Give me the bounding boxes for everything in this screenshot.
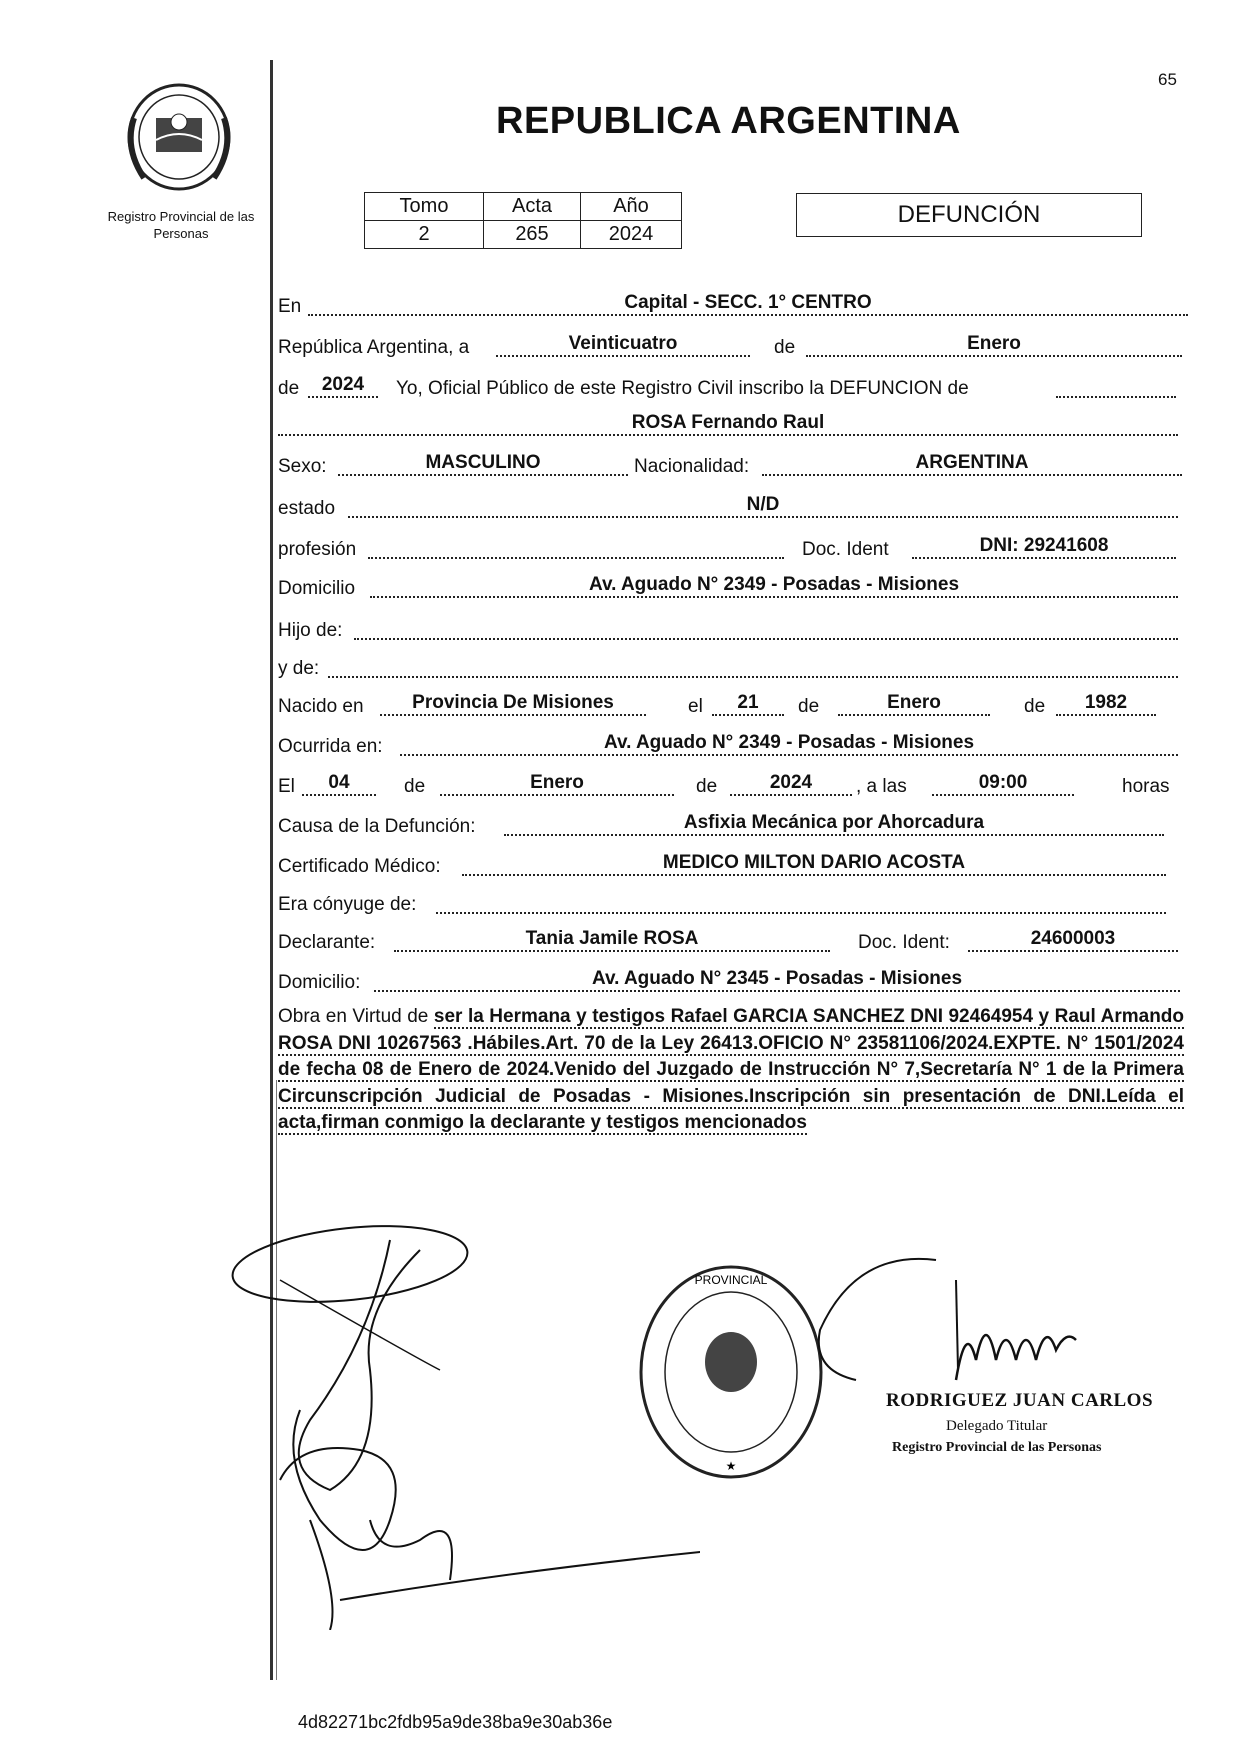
decl-doc-value: 24600003 xyxy=(968,928,1178,952)
svg-text:PROVINCIAL: PROVINCIAL xyxy=(694,1273,768,1287)
deceased-name: ROSA Fernando Raul xyxy=(278,412,1178,436)
estado-label: estado xyxy=(278,498,336,519)
profesion-label: profesión xyxy=(278,539,357,560)
month-value: Enero xyxy=(806,333,1182,357)
row-sexo xyxy=(278,452,1178,482)
y-de-label: y de: xyxy=(278,658,320,679)
official-stamp-icon xyxy=(636,1262,826,1482)
hijo-de-label: Hijo de: xyxy=(278,620,343,641)
document-hash: 4d82271bc2fdb95a9de38ba9e30ab36e xyxy=(298,1712,613,1732)
birth-month-value: Enero xyxy=(838,692,990,716)
conyuge-value xyxy=(436,890,1166,914)
y-de-value xyxy=(328,654,1178,678)
registry-name: Registro Provincial de las Personas xyxy=(107,209,255,241)
de-label-2: de xyxy=(278,378,300,399)
day-value: Veinticuatro xyxy=(496,333,750,357)
doc-ident-value: DNI: 29241608 xyxy=(912,535,1176,559)
svg-text:★: ★ xyxy=(725,1459,737,1473)
de-label-3: de xyxy=(798,696,820,717)
birth-day-value: 21 xyxy=(712,692,784,716)
row-date xyxy=(278,333,1178,363)
row-ocurrida xyxy=(278,732,1178,762)
row-certificado xyxy=(278,852,1178,882)
conyuge-label: Era cónyuge de: xyxy=(278,894,417,915)
acta-header: Acta xyxy=(484,193,581,221)
reference-table xyxy=(364,192,682,249)
decl-domicilio-label: Domicilio: xyxy=(278,972,361,993)
ocurrida-label: Ocurrida en: xyxy=(278,736,383,757)
de-label-6: de xyxy=(696,776,718,797)
republica-label: República Argentina, a xyxy=(278,337,470,358)
tomo-value: 2 xyxy=(365,221,484,249)
death-month-value: Enero xyxy=(440,772,674,796)
en-label: En xyxy=(278,296,302,317)
domicilio-label: Domicilio xyxy=(278,578,356,599)
row-domicilio xyxy=(278,574,1178,604)
obra-label: Obra en Virtud de xyxy=(278,1006,429,1027)
row-decl-domicilio xyxy=(278,968,1178,998)
anio-value: 2024 xyxy=(581,221,682,249)
certificado-label: Certificado Médico: xyxy=(278,856,441,877)
row-declarante xyxy=(278,928,1178,958)
tomo-header: Tomo xyxy=(365,193,484,221)
decl-domicilio-value: Av. Aguado N° 2345 - Posadas - Misiones xyxy=(374,968,1180,992)
row-death-date xyxy=(278,772,1178,802)
official-office: Registro Provincial de las Personas xyxy=(892,1440,1102,1455)
profesion-value xyxy=(368,535,784,559)
year-value: 2024 xyxy=(308,374,378,398)
declarante-label: Declarante: xyxy=(278,932,376,953)
row-causa xyxy=(278,812,1178,842)
el-label: el xyxy=(688,696,703,717)
a-las-label: , a las xyxy=(856,776,907,797)
de-label-4: de xyxy=(1024,696,1046,717)
estado-value: N/D xyxy=(348,494,1178,518)
horas-label: horas xyxy=(1122,776,1170,797)
de-label-5: de xyxy=(404,776,426,797)
nacionalidad-label: Nacionalidad: xyxy=(634,456,750,477)
obra-text: ser la Hermana y testigos Rafael GARCIA SANCHEZ DNI 92464954 y Raul Armando ROSA DNI 10267563 .Hábiles.Art. 70 de la Ley 26413.OFICIO N° 23581106/2024.EXPTE. N° 1501/2024 de fecha 08 de Enero de 2024.Venido del Juzgado de Instrucción N° 7,Secretaría N° 1 de la Primera Circunscripción Judicial de Posadas - Misiones.Inscripción sin presentación de DNI.Leída el acta,firman conmigo la declarante y testigos mencionados xyxy=(278,1006,1185,1133)
causa-value: Asfixia Mecánica por Ahorcadura xyxy=(504,812,1164,836)
row-y-de xyxy=(278,654,1178,684)
death-time-value: 09:00 xyxy=(932,772,1074,796)
birth-year-value: 1982 xyxy=(1056,692,1156,716)
acta-value: 265 xyxy=(484,221,581,249)
row-year xyxy=(278,374,1178,404)
death-day-value: 04 xyxy=(302,772,376,796)
nacionalidad-value: ARGENTINA xyxy=(762,452,1182,476)
doc-ident-label: Doc. Ident xyxy=(802,539,889,560)
de-label-1: de xyxy=(774,337,796,358)
causa-label: Causa de la Defunción: xyxy=(278,816,476,837)
row-profesion xyxy=(278,535,1178,565)
witness-signatures-icon xyxy=(220,1220,700,1630)
row-hijo-de xyxy=(278,616,1178,646)
obra-paragraph xyxy=(278,1004,1184,1137)
row-conyuge xyxy=(278,890,1178,920)
nacido-label: Nacido en xyxy=(278,696,364,717)
official-title: Delegado Titular xyxy=(946,1418,1048,1434)
row-en xyxy=(278,292,1178,322)
death-year-value: 2024 xyxy=(730,772,852,796)
provincial-seal-icon xyxy=(120,78,238,196)
official-signature-icon xyxy=(816,1220,1136,1400)
sexo-label: Sexo: xyxy=(278,456,327,477)
certificado-value: MEDICO MILTON DARIO ACOSTA xyxy=(462,852,1166,876)
declarante-value: Tania Jamile ROSA xyxy=(394,928,830,952)
inscribe-text: Yo, Oficial Público de este Registro Civil inscribo la DEFUNCION de xyxy=(396,378,969,399)
ocurrida-value: Av. Aguado N° 2349 - Posadas - Misiones xyxy=(400,732,1178,756)
page-number: 65 xyxy=(1158,70,1177,89)
page-title: REPUBLICA ARGENTINA xyxy=(496,100,961,142)
row-deceased xyxy=(278,412,1178,442)
anio-header: Año xyxy=(581,193,682,221)
place-value: Capital - SECC. 1° CENTRO xyxy=(308,292,1188,316)
hijo-de-value xyxy=(354,616,1178,640)
inscribe-blank xyxy=(1056,374,1176,398)
el-cap-label: El xyxy=(278,776,295,797)
decl-doc-label: Doc. Ident: xyxy=(858,932,950,953)
official-name: RODRIGUEZ JUAN CARLOS xyxy=(886,1390,1154,1411)
row-nacido xyxy=(278,692,1178,722)
domicilio-value: Av. Aguado N° 2349 - Posadas - Misiones xyxy=(370,574,1178,598)
row-estado xyxy=(278,494,1178,524)
nacido-en-value: Provincia De Misiones xyxy=(380,692,646,716)
document-type: DEFUNCIÓN xyxy=(796,193,1142,237)
sexo-value: MASCULINO xyxy=(338,452,628,476)
